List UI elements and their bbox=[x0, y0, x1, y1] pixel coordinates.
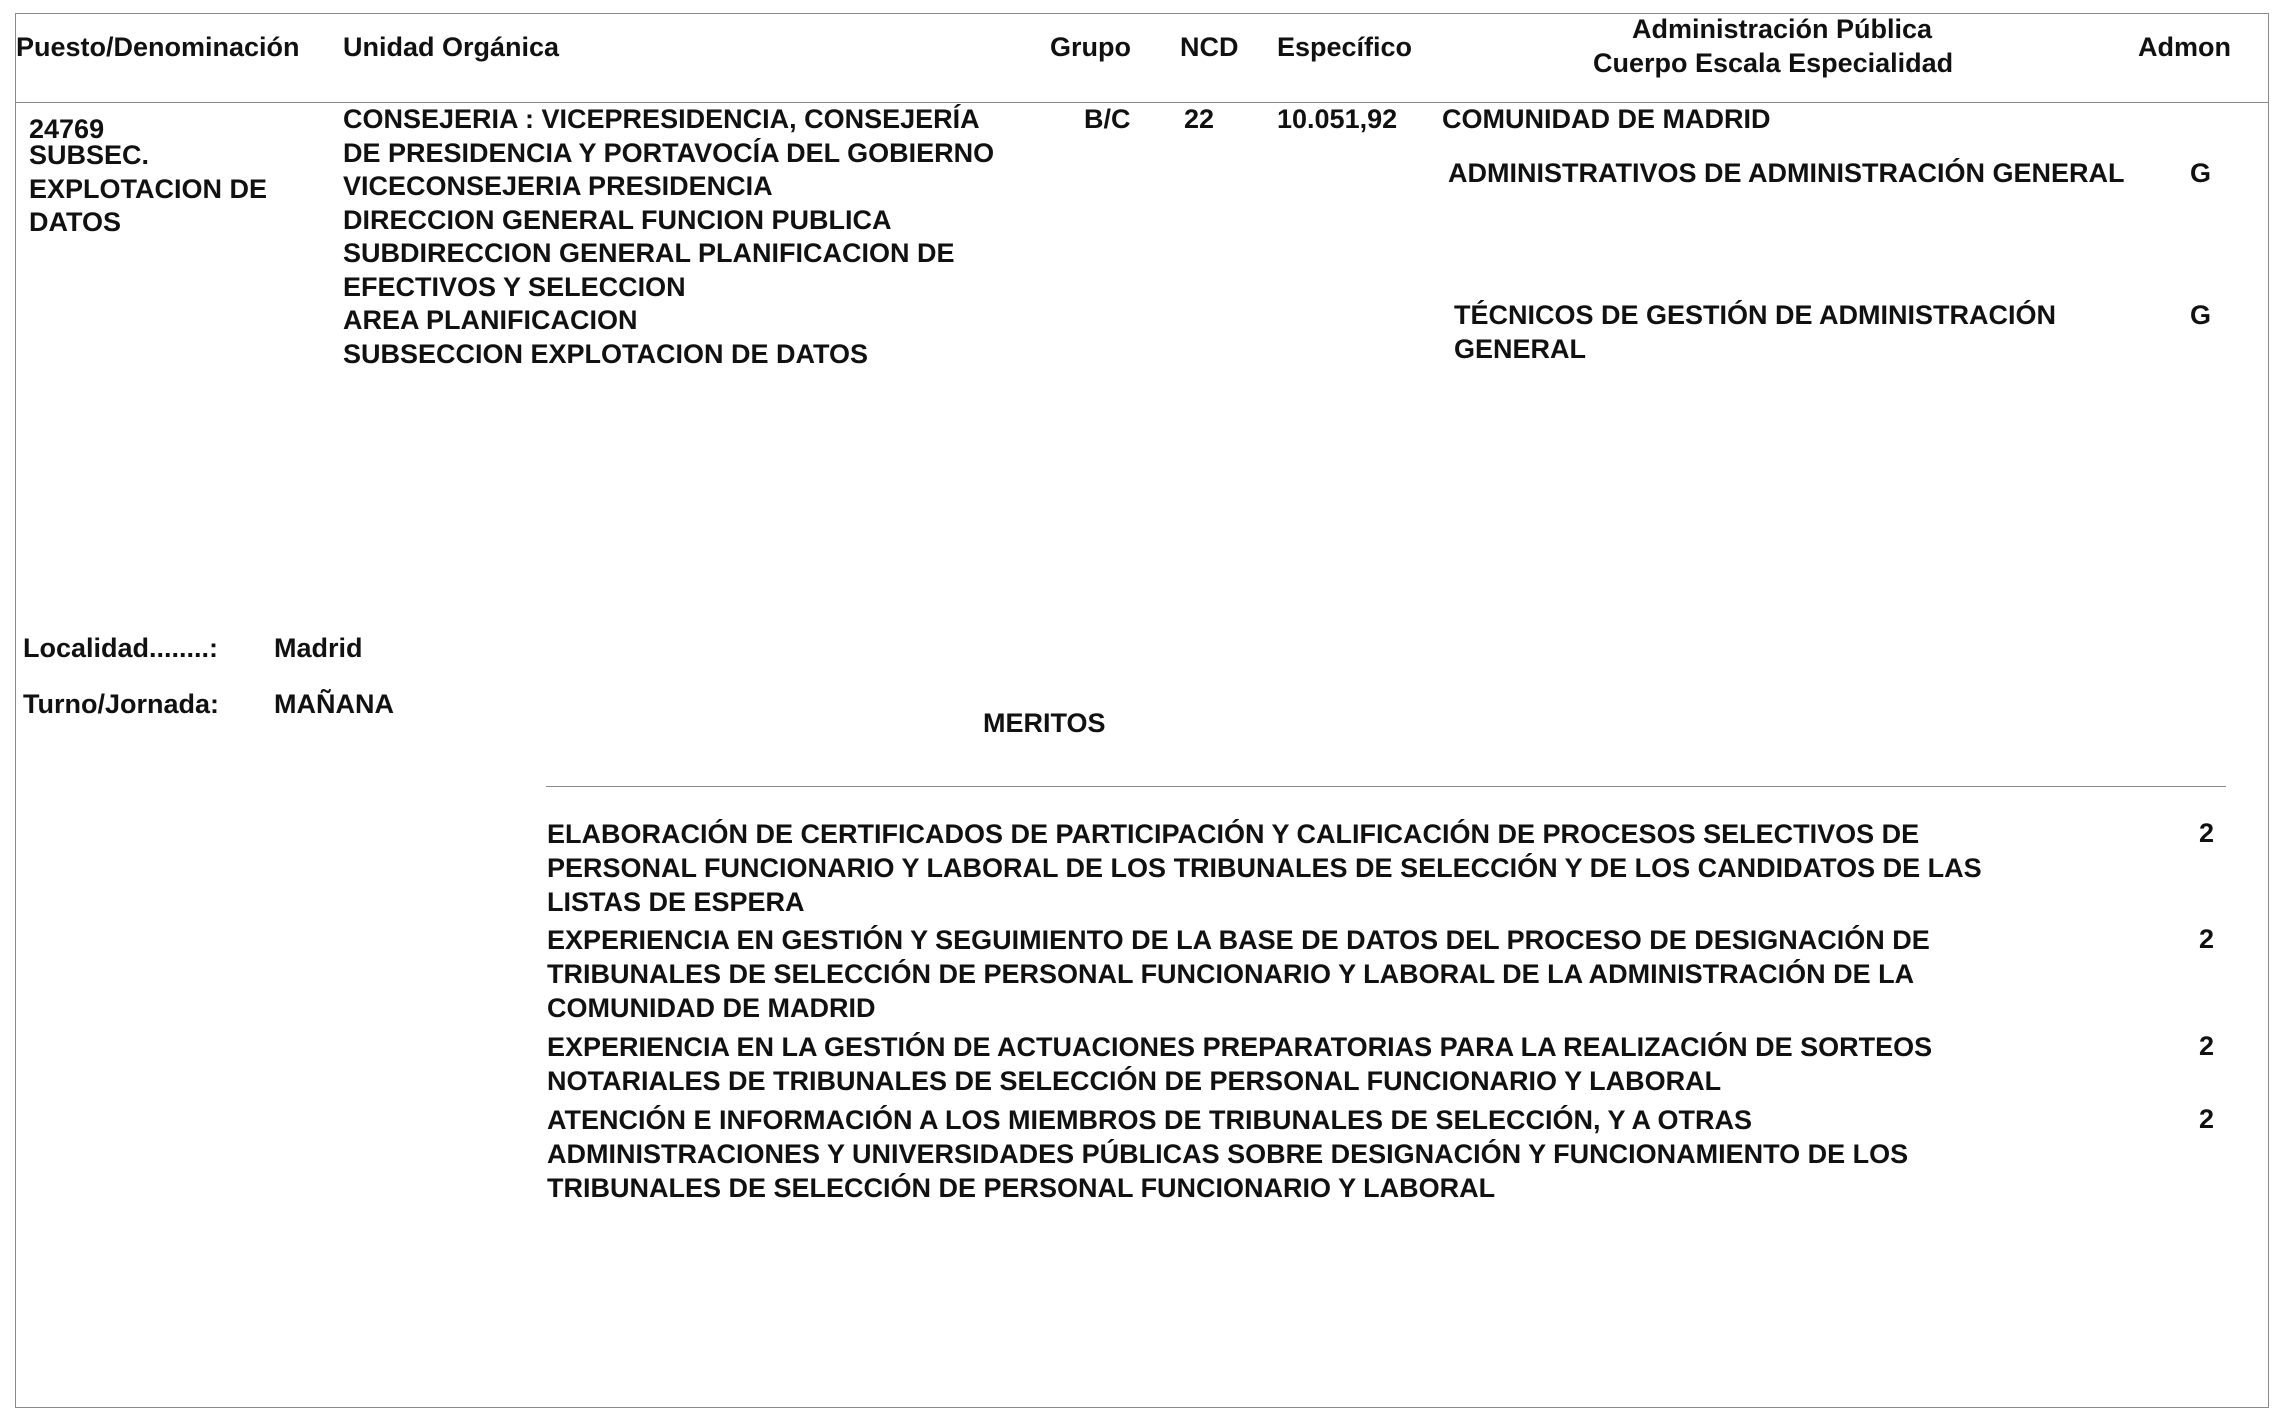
cuerpo-2-line: TÉCNICOS DE GESTIÓN DE ADMINISTRACIÓN bbox=[1454, 300, 2057, 330]
merito-line: COMUNIDAD DE MADRID bbox=[547, 993, 876, 1023]
unidad-line: AREA PLANIFICACION bbox=[343, 305, 638, 335]
merito-line: ADMINISTRACIONES Y UNIVERSIDADES PÚBLICAS SOBRE DESIGNACIÓN Y FUNCIONAMIENTO DE LOS bbox=[547, 1139, 1909, 1169]
denominacion-line: EXPLOTACION DE bbox=[29, 173, 268, 204]
administracion-value: COMUNIDAD DE MADRID bbox=[1442, 104, 1771, 134]
merito-line: NOTARIALES DE TRIBUNALES DE SELECCIÓN DE PERSONAL FUNCIONARIO Y LABORAL bbox=[547, 1066, 1722, 1096]
header-ncd: NCD bbox=[1180, 32, 1239, 62]
merito-line: ATENCIÓN E INFORMACIÓN A LOS MIEMBROS DE TRIBUNALES DE SELECCIÓN, Y A OTRAS bbox=[547, 1105, 1753, 1135]
unidad-line: CONSEJERIA : VICEPRESIDENCIA, CONSEJERÍA bbox=[343, 104, 980, 134]
cuerpo-2 bbox=[1454, 299, 2056, 366]
merito-line: PERSONAL FUNCIONARIO Y LABORAL DE LOS TRIBUNALES DE SELECCIÓN Y DE LOS CANDIDATOS DE LAS bbox=[547, 853, 1982, 883]
cuerpo-1-admon: G bbox=[2190, 158, 2212, 188]
unidad-line: EFECTIVOS Y SELECCION bbox=[343, 271, 686, 302]
ncd-value: 22 bbox=[1184, 104, 1215, 134]
denominacion-line: DATOS bbox=[29, 207, 122, 237]
merito-points: 2 bbox=[2199, 1104, 2215, 1134]
merito-line: EXPERIENCIA EN GESTIÓN Y SEGUIMIENTO DE LA BASE DE DATOS DEL PROCESO DE DESIGNACIÓN DE bbox=[547, 925, 1930, 955]
unidad-line: SUBDIRECCION GENERAL PLANIFICACION DE bbox=[343, 238, 955, 268]
cuerpo-1: ADMINISTRATIVOS DE ADMINISTRACIÓN GENERAL bbox=[1448, 158, 2125, 188]
turno-value: MAÑANA bbox=[274, 689, 394, 719]
header-grupo: Grupo bbox=[1050, 32, 1131, 62]
merito-line: EXPERIENCIA EN LA GESTIÓN DE ACTUACIONES PREPARATORIAS PARA LA REALIZACIÓN DE SORTEOS bbox=[547, 1032, 1933, 1062]
merito-item bbox=[547, 817, 2276, 919]
meritos-divider bbox=[546, 786, 2226, 787]
header-especifico: Específico bbox=[1277, 32, 1413, 62]
merito-item bbox=[547, 923, 2276, 1025]
merito-line: LISTAS DE ESPERA bbox=[547, 887, 805, 917]
puesto-denominacion bbox=[29, 139, 267, 240]
merito-item bbox=[547, 1030, 2276, 1098]
unidad-line: VICECONSEJERIA PRESIDENCIA bbox=[343, 171, 773, 201]
merito-line: ELABORACIÓN DE CERTIFICADOS DE PARTICIPACIÓN Y CALIFICACIÓN DE PROCESOS SELECTIVOS DE bbox=[547, 819, 1920, 849]
cuerpo-2-admon: G bbox=[2190, 300, 2212, 330]
puesto-codigo: 24769 bbox=[29, 114, 105, 144]
grupo-value: B/C bbox=[1084, 104, 1131, 134]
turno-label: Turno/Jornada: bbox=[23, 689, 220, 719]
localidad-label: Localidad........: bbox=[23, 633, 219, 663]
localidad-value: Madrid bbox=[274, 633, 363, 663]
header-admon: Admon bbox=[2138, 32, 2231, 62]
header-admin-publica: Administración Pública bbox=[1632, 14, 1933, 44]
merito-line: TRIBUNALES DE SELECCIÓN DE PERSONAL FUNCIONARIO Y LABORAL DE LA ADMINISTRACIÓN DE LA bbox=[547, 959, 1915, 989]
meritos-title: MERITOS bbox=[983, 708, 1106, 738]
especifico-value: 10.051,92 bbox=[1277, 104, 1398, 134]
unidad-line: DE PRESIDENCIA Y PORTAVOCÍA DEL GOBIERNO bbox=[343, 137, 995, 168]
unidad-line: SUBSECCION EXPLOTACION DE DATOS bbox=[343, 338, 869, 369]
denominacion-line: SUBSEC. bbox=[29, 140, 150, 170]
merito-item bbox=[547, 1103, 2276, 1205]
header-puesto: Puesto/Denominación bbox=[16, 32, 300, 62]
merito-points: 2 bbox=[2199, 818, 2215, 848]
merito-points: 2 bbox=[2199, 1031, 2215, 1061]
merito-points: 2 bbox=[2199, 924, 2215, 954]
merito-line: TRIBUNALES DE SELECCIÓN DE PERSONAL FUNCIONARIO Y LABORAL bbox=[547, 1173, 1496, 1203]
unidad-organica bbox=[343, 103, 994, 371]
cuerpo-2-line: GENERAL bbox=[1454, 333, 1587, 364]
header-unidad: Unidad Orgánica bbox=[343, 32, 560, 62]
unidad-line: DIRECCION GENERAL FUNCION PUBLICA bbox=[343, 204, 892, 235]
header-cuerpo-escala: Cuerpo Escala Especialidad bbox=[1593, 48, 1954, 78]
